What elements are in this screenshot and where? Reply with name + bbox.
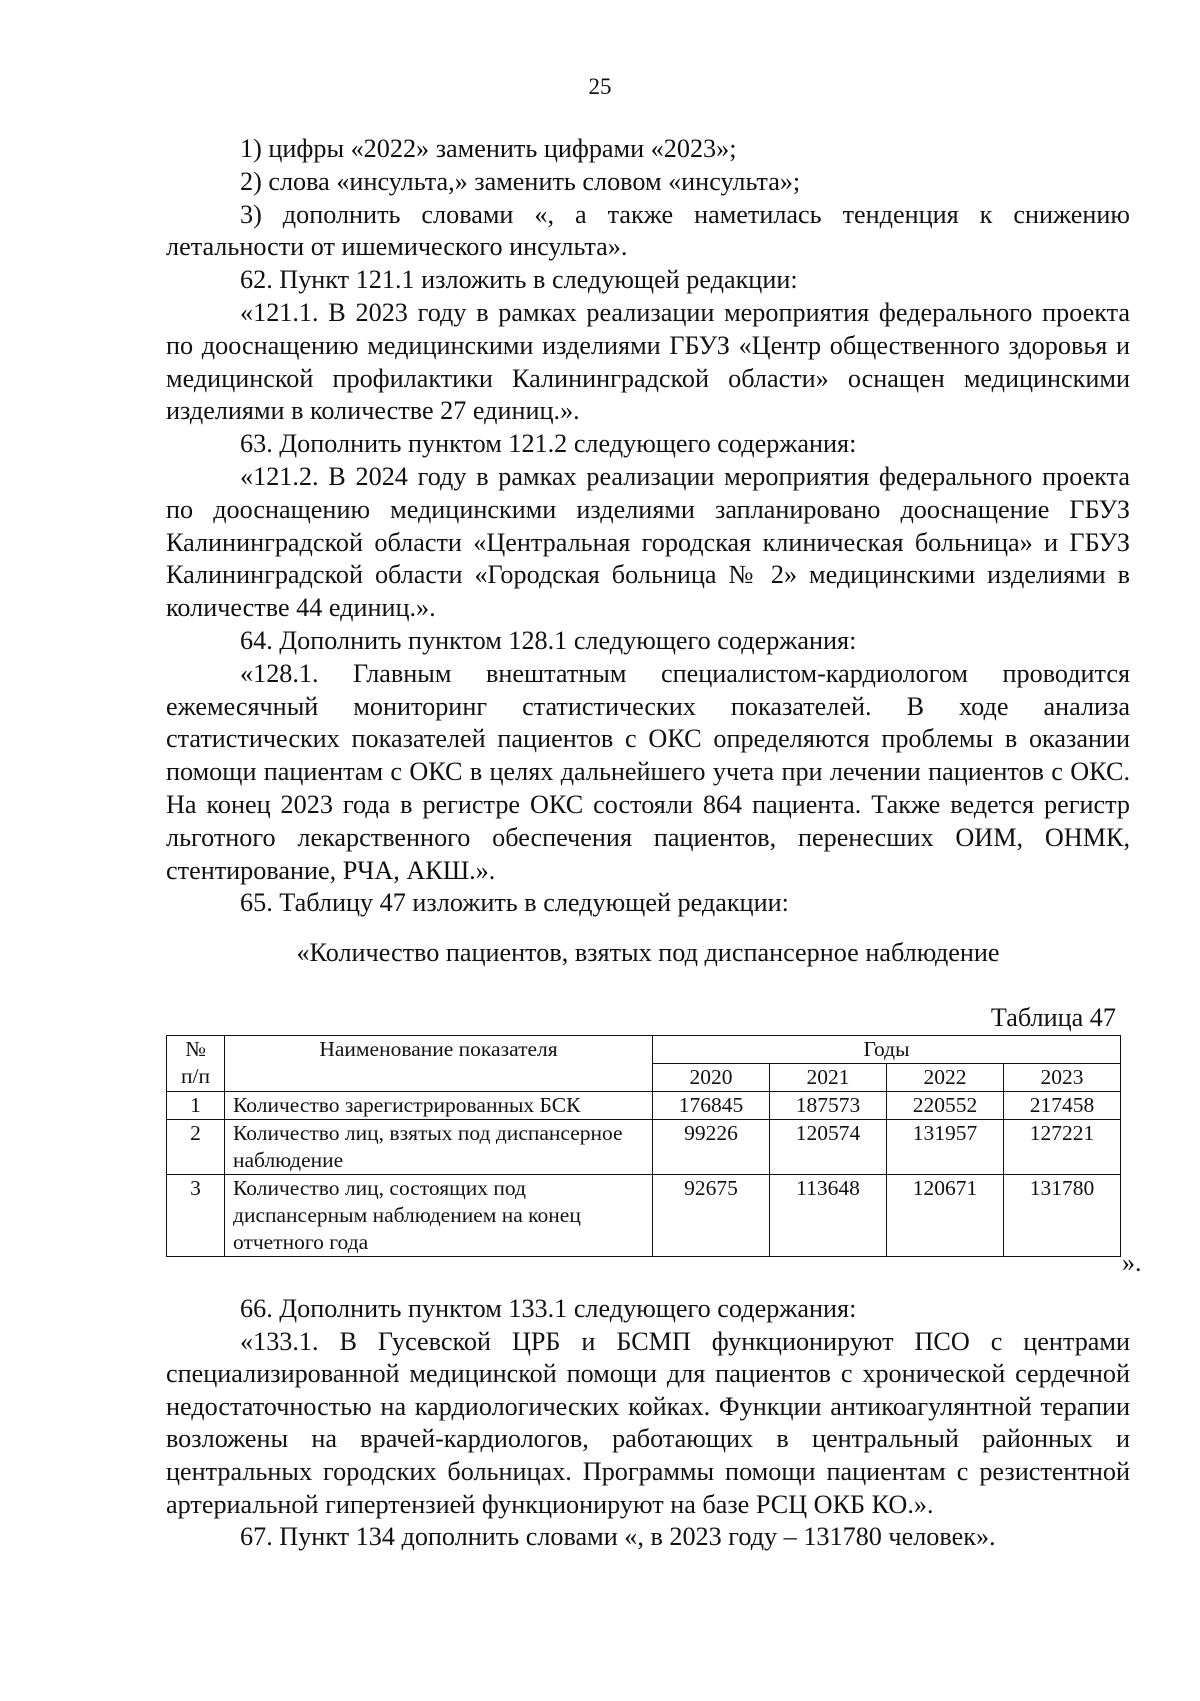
row-value: 120574 xyxy=(770,1120,887,1175)
table-closing-quote: ». xyxy=(1122,1248,1142,1277)
paragraph: 3) дополнить словами «, а также наметилась тенденция к снижению летальности от ишемического инсульта». xyxy=(166,199,1130,262)
indicator-table xyxy=(166,1035,1121,1257)
table-row xyxy=(167,1175,1121,1257)
row-value: 187573 xyxy=(770,1092,887,1120)
row-number: 1 xyxy=(167,1092,225,1120)
header-year: 2022 xyxy=(887,1064,1004,1092)
row-value: 120671 xyxy=(887,1175,1004,1257)
paragraph: 1) цифры «2022» заменить цифрами «2023»; xyxy=(240,134,737,163)
page-number: 25 xyxy=(588,74,612,99)
paragraph: 62. Пункт 121.1 изложить в следующей редакции: xyxy=(240,265,798,295)
paragraph: 63. Дополнить пунктом 121.2 следующего содержания: xyxy=(240,429,857,459)
row-value: 217458 xyxy=(1004,1092,1121,1120)
row-value: 220552 xyxy=(887,1092,1004,1120)
header-num: № п/п xyxy=(167,1036,225,1092)
row-number: 2 xyxy=(167,1120,225,1175)
row-number: 3 xyxy=(167,1175,225,1257)
body-text-bottom xyxy=(166,1293,1130,1554)
body-text-top xyxy=(166,133,1130,920)
paragraph: 65. Таблицу 47 изложить в следующей редакции: xyxy=(240,888,789,918)
header-year: 2021 xyxy=(770,1064,887,1092)
row-value: 92675 xyxy=(653,1175,770,1257)
paragraph: 64. Дополнить пунктом 128.1 следующего содержания: xyxy=(240,625,857,655)
paragraph: 66. Дополнить пунктом 133.1 следующего содержания: xyxy=(240,1294,857,1323)
paragraph: 2) слова «инсульта,» заменить словом «инсульта»; xyxy=(240,166,801,196)
row-name: Количество лиц, состоящих под диспансерным наблюдением на конец отчетного года xyxy=(225,1175,653,1257)
header-year: 2020 xyxy=(653,1064,770,1092)
header-year: 2023 xyxy=(1004,1064,1121,1092)
paragraph: «133.1. В Гусевской ЦРБ и БСМП функционируют ПСО с центрами специализированной медицинской помощи для пациентов с хронической сердечной недостаточностью на кардиологических койках. Функции антикоагулянтной терапии возложены на врачей-кардиологов, работающих в центральный районных и центральных городских больницах. Программы помощи пациентам с резистентной артериальной гипертензией функционируют на базе РСЦ ОКБ КО.». xyxy=(166,1326,1130,1519)
paragraph: «121.2. В 2024 году в рамках реализации мероприятия федерального проекта по дооснащению медицинскими изделиями запланировано дооснащение ГБУЗ Калининградской области «Центральная городская клиническая больница» и ГБУЗ Калининградской области «Городская больница № 2» медицинскими изделиями в количестве 44 единиц.». xyxy=(166,461,1130,623)
header-years-group: Годы xyxy=(653,1036,1121,1064)
table-row xyxy=(167,1120,1121,1175)
row-value: 131780 xyxy=(1004,1175,1121,1257)
header-name: Наименование показателя xyxy=(225,1036,653,1092)
paragraph: «128.1. Главным внештатным специалистом-кардиологом проводится ежемесячный мониторинг статистических показателей. В ходе анализа статистических показателей пациентов с ОКС определяются проблемы в оказании помощи пациентам с ОКС в целях дальнейшего учета при лечении пациентов с ОКС. На конец 2023 года в регистре ОКС состояли 864 пациента. Также ведется регистр льготного лекарственного обеспечения пациентов, перенесших ОИМ, ОНМК, стентирование, РЧА, АКШ.». xyxy=(166,658,1130,885)
row-value: 131957 xyxy=(887,1120,1004,1175)
paragraph: 67. Пункт 134 дополнить словами «, в 2023 году – 131780 человек». xyxy=(240,1522,996,1552)
row-value: 127221 xyxy=(1004,1120,1121,1175)
table-label: Таблица 47 xyxy=(990,1003,1116,1032)
row-value: 176845 xyxy=(653,1092,770,1120)
row-name: Количество лиц, взятых под диспансерное наблюдение xyxy=(225,1120,653,1175)
table-row xyxy=(167,1092,1121,1120)
paragraph: «121.1. В 2023 году в рамках реализации мероприятия федерального проекта по дооснащению медицинскими изделиями ГБУЗ «Центр общественного здоровья и медицинской профилактики Калининградской области» оснащен медицинскими изделиями в количестве 27 единиц.». xyxy=(166,297,1130,426)
table-title: «Количество пациентов, взятых под диспансерное наблюдение xyxy=(296,938,1000,967)
table-header-row xyxy=(167,1036,1121,1064)
row-value: 113648 xyxy=(770,1175,887,1257)
row-name: Количество зарегистрированных БСК xyxy=(225,1092,653,1120)
row-value: 99226 xyxy=(653,1120,770,1175)
